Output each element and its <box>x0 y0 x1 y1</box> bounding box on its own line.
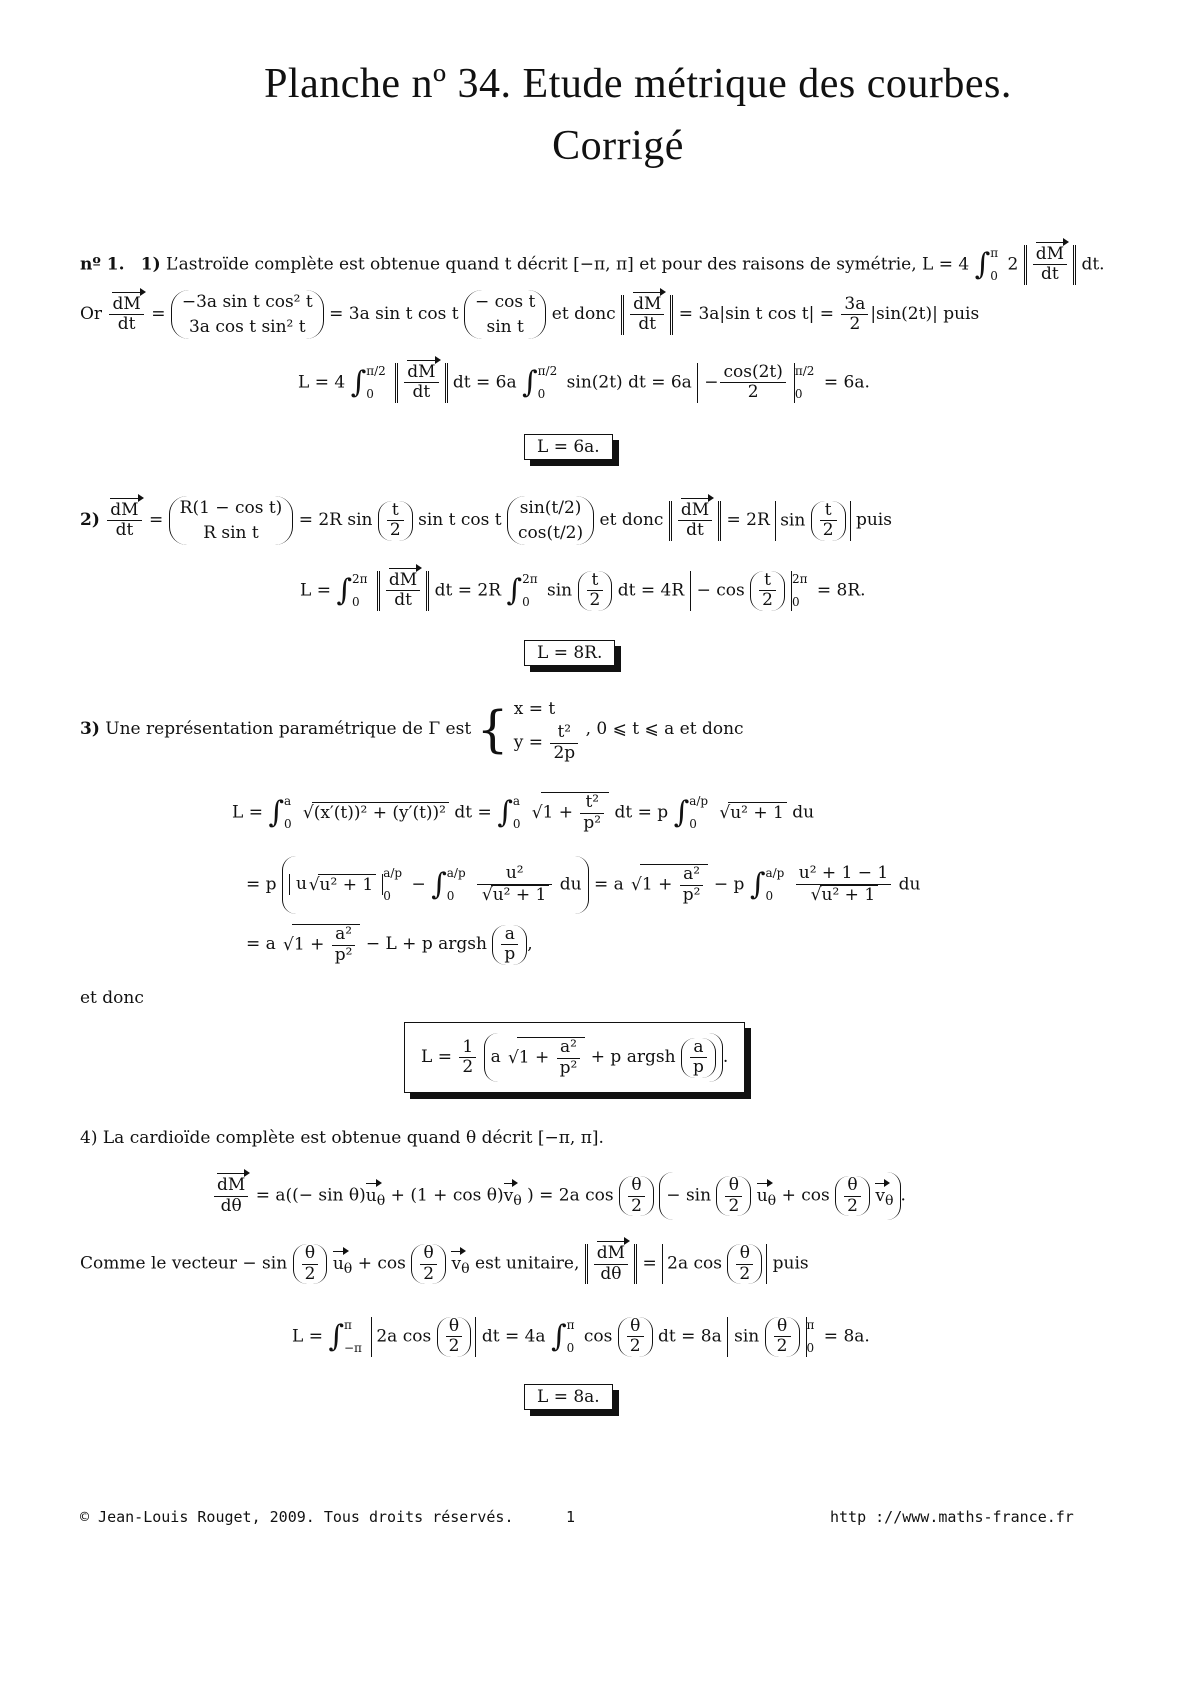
three-a-over-two: $\frac{3a}{2}$ <box>841 295 868 335</box>
page-title: Planche nº 34. Etude métrique des courbes. <box>264 61 1012 107</box>
q3-intro-line: 3) Une représentation paramétrique de Γ est { x = t y = $\frac{\text{t²}}{2p}$ , 0 ⩽ t ⩽ a et donc <box>80 696 744 763</box>
footer-page-number: 1 <box>566 1508 576 1526</box>
q3-result-box: L = $\frac{1}{2}$ a √ 1 + $\frac{\text{a²}}{\text{p²}}$ + p argsh $\frac{a}{p}$ . <box>404 1022 745 1093</box>
dm-dt-fraction: $\frac{dM}{dt}$ <box>109 295 143 335</box>
q1-result-box: L = 6a. <box>524 434 613 460</box>
norm-dm-dt: $\frac{dM}{dt}$ <box>621 295 673 335</box>
parametric-system: x = t y = $\frac{\text{t²}}{2p}$ <box>514 696 580 763</box>
q1-factor: = 3a sin t cos t <box>329 304 459 325</box>
q1-derivative-line: Or $\frac{dM}{dt}$ = −3a sin t cos² t 3a cos t sin² t = 3a sin t cos t − cos t sin t et donc $\frac{dM}{dt}$ = 3a|sin t cos t| = $\frac{3a}{2}$ |sin(2t)| puis <box>80 290 979 339</box>
q4-derivative-line: $\frac{dM}{d\theta}$ = $a((- \sin \theta)u_\theta + (1 + \cos \theta)v_\theta$ ) = 2a cos $\frac{\theta}{2}$ − sin $\frac{\theta}{2}$ $u_\theta + \cos$ $\frac{\theta}{2}$ $v_\theta$ . <box>212 1172 906 1220</box>
integral-limits: π 0 <box>990 246 999 283</box>
q4-length-equation: L = ∫ π −π 2a cos $\frac{\theta}{2}$ dt = 4a ∫ π 0 cos $\frac{\theta}{2}$ dt = 8a sin $\frac{\theta}{2}$ π 0 = 8a. <box>292 1315 870 1357</box>
et-donc-line: et donc <box>80 988 144 1008</box>
bracket-evaluation: − $\frac{\cos(2t)}{2}$ <box>697 363 795 403</box>
q1-length-equation: L = 4 ∫ π/2 0 $\frac{dM}{dt}$ dt = 6a ∫ π/2 0 sin(2t) dt = 6a − $\frac{\cos(2t)}{2}$ π/2 0 = 6a. <box>298 361 870 403</box>
q3-length-line-3: = a √ 1 + $\frac{\text{a²}}{\text{p²}}$ − L + p argsh $\frac{a}{p}$ , <box>246 924 533 965</box>
footer-url[interactable]: http ://www.maths-france.fr <box>830 1508 1074 1526</box>
q1-intro-text: L’astroïde complète est obtenue quand t décrit [−π, π] et pour des raisons de symétrie, L = 4 <box>166 254 970 275</box>
q3-number: 3) <box>80 719 100 740</box>
q4-number: 4) <box>80 1128 98 1148</box>
q4-result-box: L = 8a. <box>524 1384 613 1410</box>
q2-length-equation: L = ∫ 2π 0 $\frac{dM}{dt}$ dt = 2R ∫ 2π 0 sin $\frac{t}{2}$ dt = 4R − cos $\frac{t}{2}$ 2π 0 = 8R. <box>300 569 866 611</box>
or-word: Or <box>80 304 103 325</box>
q1-intro-line <box>80 242 1105 288</box>
vector-column-1: −3a sin t cos² t 3a cos t sin² t <box>171 290 324 339</box>
q3-length-line-2: = p u √ u² + 1 a/p 0 − ∫ a/p 0 u² √ u² + 1 du = a √ 1 + $\frac{\text{a²}}{\text{p²}}$ − p ∫ a/p 0 u² + 1 − 1 √ u² + 1 du <box>246 856 921 914</box>
q3-length-line-1: L = ∫ a 0 √ (x′(t))² + (y′(t))² dt = ∫ a 0 √ 1 + $\frac{\text{t²}}{\text{p²}}$ dt = p ∫ a/p 0 √ u² + 1 du <box>232 790 814 836</box>
norm-result: = 3a|sin t cos t| = <box>678 304 834 325</box>
et-donc: et donc <box>551 304 616 325</box>
q2-result-box: L = 8R. <box>524 640 615 666</box>
q2-number: 2) <box>80 510 100 531</box>
q1-number: 1) <box>140 254 161 275</box>
norm-dm-dt: $\frac{dM}{dt}$ <box>1024 245 1076 285</box>
q4-unitary-line: Comme le vecteur − sin $\frac{\theta}{2}$ $u_\theta + \cos$ $\frac{\theta}{2}$ $v_\theta$ est unitaire, $\frac{dM}{d\theta}$ = 2a cos $\frac{\theta}{2}$ puis <box>80 1243 809 1284</box>
exercise-label: nº 1. <box>80 254 125 275</box>
page-subtitle: Corrigé <box>552 123 684 169</box>
footer-copyright: © Jean-Louis Rouget, 2009. Tous droits réservés. <box>80 1508 514 1526</box>
vector-column-2: sin(t/2) cos(t/2) <box>507 496 594 545</box>
q4-intro-line: 4) La cardioïde complète est obtenue quand θ décrit [−π, π]. <box>80 1128 604 1148</box>
integral-sign: ∫ <box>522 364 538 400</box>
vector-column-1: R(1 − cos t) R sin t <box>169 496 294 545</box>
after-frac: |sin(2t)| puis <box>870 304 980 325</box>
integrand-coef: 2 <box>1007 254 1019 275</box>
q2-derivative-line: 2) $\frac{dM}{dt}$ = R(1 − cos t) R sin t = 2R sin $\frac{t}{2}$ sin t cos t sin(t/2) cos(t/2) et donc $\frac{dM}{dt}$ = 2R sin $\frac{t}{2}$ puis <box>80 496 892 545</box>
vector-column-2: − cos t sin t <box>464 290 546 339</box>
integral-sign: ∫ <box>974 246 991 282</box>
q1-intro-end: dt. <box>1081 254 1105 275</box>
integral-sign: ∫ <box>350 364 367 400</box>
